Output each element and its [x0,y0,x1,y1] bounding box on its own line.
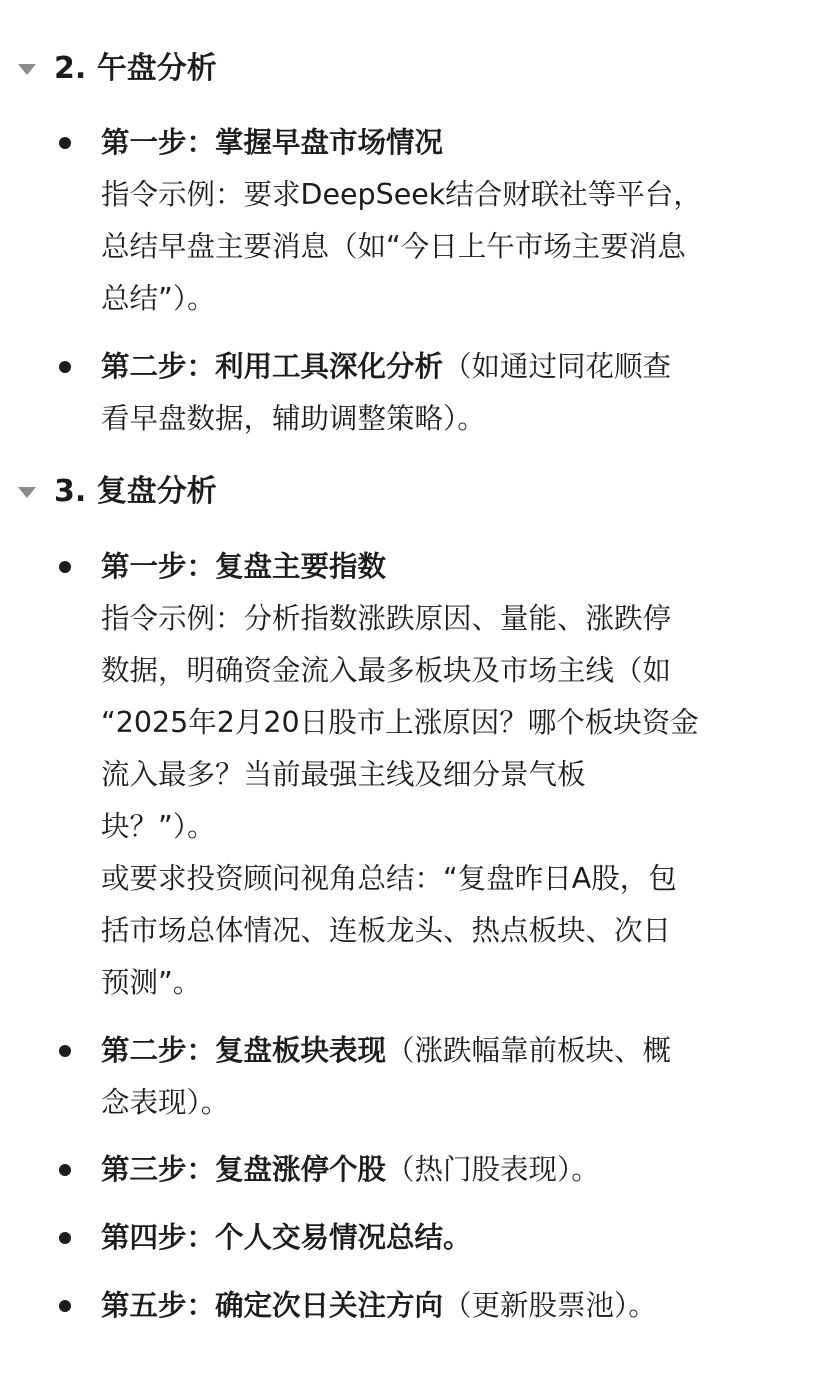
list-item-text [101,341,781,445]
step-text: 块？”）。 [101,810,216,843]
step-title: 第五步：确定次日关注方向 [101,1289,444,1322]
list-item-line [101,341,781,393]
bullet-icon [59,137,71,149]
list-item-line [101,1212,781,1264]
step-text: 流入最多？当前最强主线及细分景气板 [101,758,586,791]
list-item-line [101,169,781,221]
list-item-line [101,1144,781,1196]
list-item-line [101,221,781,273]
step-text: （更新股票池）。 [443,1289,657,1322]
list-item-line [101,853,781,905]
step-text: 念表现）。 [101,1086,230,1119]
section-title: 2. 午盘分析 [54,51,217,86]
step-text: 或要求投资顾问视角总结：“复盘昨日A股，包 [101,862,677,895]
collapse-triangle-icon[interactable] [18,487,36,498]
list-item-line [101,1077,781,1129]
list-item-line [101,905,781,957]
step-text: 预测”。 [101,966,202,999]
step-text: “2025年2月20日股市上涨原因？哪个板块资金 [101,706,699,739]
bullet-icon [59,1164,71,1176]
list-item-text [101,541,781,1009]
list-item-line [101,801,781,853]
step-title: 第一步：复盘主要指数 [101,550,387,583]
step-text: （涨跌幅靠前板块、概 [386,1034,672,1067]
list-item-line [101,1025,781,1077]
step-title: 第一步：掌握早盘市场情况 [101,126,444,159]
list-item-text [101,1025,781,1129]
step-text: （如通过同花顺查 [443,350,672,383]
list-item-line [101,1280,781,1332]
list-item-text [101,1212,781,1264]
list-item-line [101,645,781,697]
step-text: 指令示例：要求DeepSeek结合财联社等平台， [101,178,702,211]
section-title: 3. 复盘分析 [54,474,217,509]
step-text: 指令示例：分析指数涨跌原因、量能、涨跌停 [101,602,672,635]
list-item-line [101,117,781,169]
list-item-line [101,393,781,445]
bullet-icon [59,1300,71,1312]
step-text: 括市场总体情况、连板龙头、热点板块、次日 [101,914,672,947]
bullet-icon [59,1232,71,1244]
list-item-text [101,1280,781,1332]
list-item-line [101,541,781,593]
step-text: 看早盘数据，辅助调整策略）。 [101,402,486,435]
list-item-line [101,593,781,645]
list-item-line [101,697,781,749]
list-item-text [101,117,781,325]
step-title: 第三步：复盘涨停个股 [101,1153,387,1186]
list-item-line [101,273,781,325]
step-text: 数据，明确资金流入最多板块及市场主线（如 [101,654,672,687]
step-text: （热门股表现）。 [386,1153,600,1186]
step-text: 总结早盘主要消息（如“今日上午市场主要消息 [101,230,686,263]
bullet-icon [59,1045,71,1057]
bullet-icon [59,361,71,373]
step-text: 总结”）。 [101,282,216,315]
list-item-line [101,749,781,801]
list-item-text [101,1144,781,1196]
bullet-icon [59,561,71,573]
step-title: 第四步：个人交易情况总结。 [101,1221,472,1254]
step-title: 第二步：复盘板块表现 [101,1034,387,1067]
collapse-triangle-icon[interactable] [18,64,36,75]
step-title: 第二步：利用工具深化分析 [101,350,444,383]
list-item-line [101,957,781,1009]
